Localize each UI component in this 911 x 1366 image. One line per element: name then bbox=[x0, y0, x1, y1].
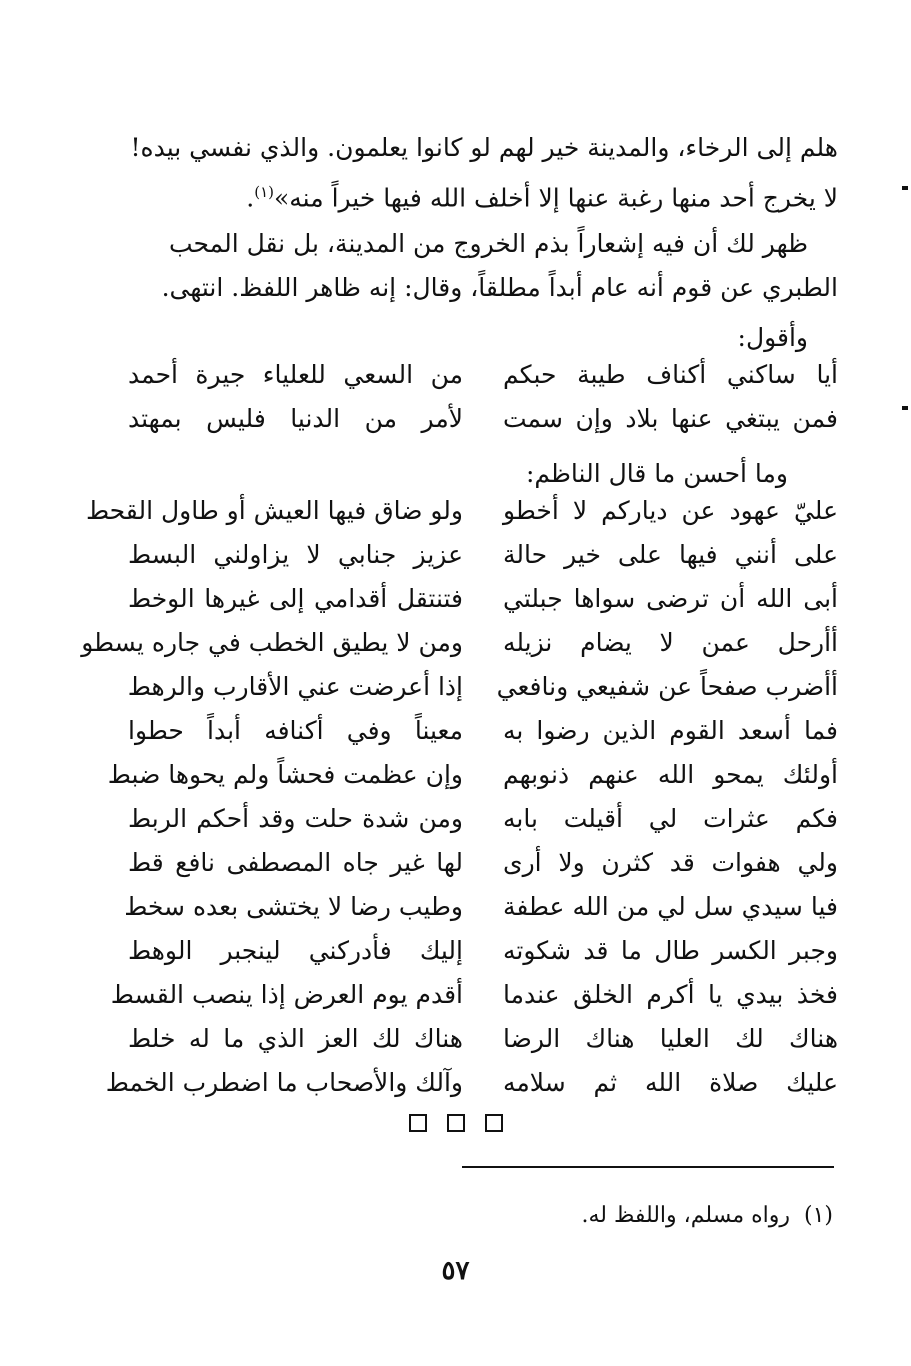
intro-line: وما أحسن ما قال الناظم: bbox=[525, 459, 788, 488]
verse-second-hemistich: وإن عظمت فحشاً ولم يحوها ضبط bbox=[107, 760, 463, 789]
verse-second-hemistich: فتنتقل أقدامي إلى غيرها الوخط bbox=[128, 584, 463, 613]
verse-first-hemistich: فخذ بيدي يا أكرم الخلق عندما bbox=[503, 980, 838, 1009]
verse-first-hemistich: على أنني فيها على خير حالة bbox=[503, 540, 838, 569]
verse-first-hemistich: أأضرب صفحاً عن شفيعي ونافعي bbox=[496, 672, 838, 701]
text-line: ظهر لك أن فيه إشعاراً بذم الخروج من المدينة، بل نقل المحب bbox=[168, 229, 808, 258]
verse-row bbox=[128, 404, 838, 448]
paragraph-hadith bbox=[128, 126, 838, 220]
verse-second-hemistich: ومن لا يطيق الخطب في جاره يسطو bbox=[81, 628, 463, 657]
square-ornament-icon bbox=[447, 1114, 465, 1132]
text-line: هلم إلى الرخاء، والمدينة خير لهم لو كانوا يعلمون. والذي نفسي بيده! bbox=[130, 133, 838, 162]
verse-row bbox=[128, 584, 838, 628]
verse-row bbox=[110, 980, 838, 1024]
verse-second-hemistich: ولو ضاق فيها العيش أو طاول القحط bbox=[85, 496, 463, 525]
verse-row bbox=[128, 360, 838, 404]
verse-row bbox=[124, 892, 838, 936]
verse-second-hemistich: إذا أعرضت عني الأقارب والرهط bbox=[127, 672, 463, 701]
verse-row bbox=[81, 628, 838, 672]
verse-second-hemistich: أقدم يوم العرض إذا ينصب القسط bbox=[110, 980, 463, 1009]
verse-row bbox=[105, 1068, 838, 1112]
square-ornament-icon bbox=[485, 1114, 503, 1132]
verse-second-hemistich: لأمر من الدنيا فليس بمهتد bbox=[128, 404, 463, 433]
square-ornament-icon bbox=[409, 1114, 427, 1132]
verse-row bbox=[128, 1024, 838, 1068]
verse-first-hemistich: فما أسعد القوم الذين رضوا به bbox=[503, 716, 838, 745]
verse-row bbox=[128, 848, 838, 892]
verse-second-hemistich: وطيب رضا لا يختشى بعده سخط bbox=[124, 892, 463, 921]
verse-second-hemistich: ومن شدة حلت وقد أحكم الربط bbox=[128, 804, 463, 833]
intro-line: وأقول: bbox=[737, 323, 808, 352]
verse-first-hemistich: عليك صلاة الله ثم سلامه bbox=[503, 1068, 838, 1097]
footnote-number: (١) bbox=[803, 1203, 833, 1228]
verse-first-hemistich: فمن يبتغي عنها بلاد وإن سمت bbox=[503, 404, 838, 433]
page-number: ٥٧ bbox=[441, 1256, 470, 1286]
section-ornament bbox=[0, 1114, 911, 1136]
verse-row bbox=[128, 936, 838, 980]
footnote-ref: (١) bbox=[254, 183, 274, 201]
verse-first-hemistich: أولئك يمحو الله عنهم ذنوبهم bbox=[503, 760, 838, 789]
verse-second-hemistich: هناك لك العز الذي ما له خلط bbox=[128, 1024, 463, 1053]
verse-row bbox=[128, 672, 838, 716]
verse-row bbox=[128, 540, 838, 584]
verse-second-hemistich: إليك فأدركني لينجبر الوهط bbox=[128, 936, 463, 965]
verse-first-hemistich: أأرحل عمن لا يضام نزيله bbox=[503, 628, 838, 657]
verse-row bbox=[85, 496, 838, 540]
verse-first-hemistich: ولي هفوات قد كثرن ولا أرى bbox=[503, 848, 838, 877]
verse-second-hemistich: وآلك والأصحاب ما اضطرب الخمط bbox=[105, 1068, 463, 1097]
verse-first-hemistich: فكم عثرات لي أقيلت بابه bbox=[503, 804, 838, 833]
verse-second-hemistich: معيناً وفي أكنافه أبداً حطوا bbox=[128, 716, 463, 745]
verse-row bbox=[107, 760, 838, 804]
footnote-divider bbox=[462, 1166, 834, 1168]
text-line: لا يخرج أحد منها رغبة عنها إلا أخلف الله فيها خيراً منه»$^{(١)}$. bbox=[246, 183, 838, 213]
verse-first-hemistich: فيا سيدي سل لي من الله عطفة bbox=[503, 892, 838, 921]
footnote-text: رواه مسلم، واللفظ له. bbox=[581, 1203, 790, 1228]
verse-first-hemistich: أبى الله أن ترضى سواها جبلتي bbox=[503, 584, 838, 613]
verse-first-hemistich: وجبر الكسر طال ما قد شكوته bbox=[503, 936, 838, 965]
footnote bbox=[581, 1203, 833, 1228]
verse-first-hemistich: هناك لك العليا هناك الرضا bbox=[503, 1024, 838, 1053]
verse-first-hemistich: عليّ عهود عن دياركم لا أخطو bbox=[503, 496, 838, 525]
margin-mark bbox=[902, 406, 908, 410]
text-line: الطبري عن قوم أنه عام أبداً مطلقاً، وقال: إنه ظاهر اللفظ. انتهى. bbox=[161, 273, 838, 302]
verse-row bbox=[128, 716, 838, 760]
verse-second-hemistich: عزيز جنابي لا يزاولني البسط bbox=[128, 540, 463, 569]
margin-mark bbox=[902, 186, 908, 190]
paragraph-commentary bbox=[128, 222, 838, 310]
verse-row bbox=[128, 804, 838, 848]
verse-second-hemistich: من السعي للعلياء جيرة أحمد bbox=[128, 360, 463, 389]
verse-first-hemistich: أيا ساكني أكناف طيبة حبكم bbox=[503, 360, 838, 389]
verse-second-hemistich: لها غير جاه المصطفى نافع قط bbox=[128, 848, 463, 877]
